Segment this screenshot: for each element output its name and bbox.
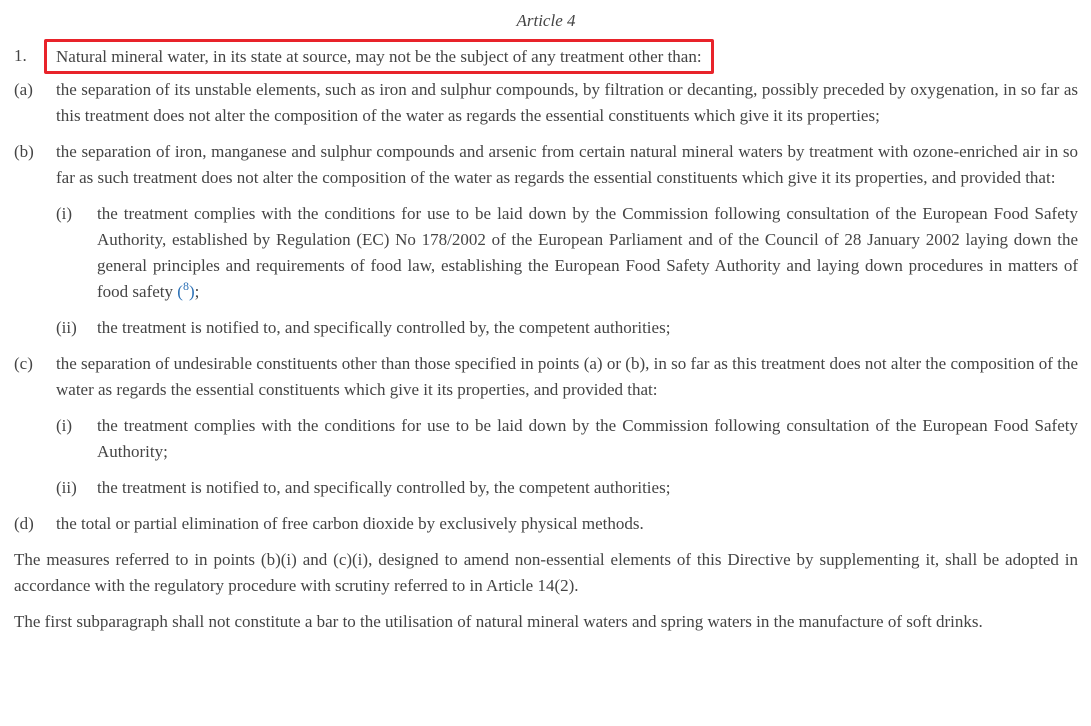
- paragraph-1: [14, 41, 1078, 71]
- list-item-b-i: [56, 201, 1078, 305]
- list-item-b: [14, 139, 1078, 191]
- list-item-a: [14, 77, 1078, 129]
- footnote-link[interactable]: ($^8$): [177, 279, 195, 301]
- document-body: [14, 8, 1078, 645]
- paragraph-number: 1.: [14, 46, 27, 65]
- item-label: (c): [14, 354, 33, 373]
- subitem-label: (ii): [56, 478, 77, 497]
- item-label: (a): [14, 80, 33, 99]
- list-item-c: [14, 351, 1078, 403]
- item-text: the separation of undesirable constituents other than those specified in points (a) or (b), in so far as this treatment does not alter the composition of the water as regards the essential constituents which give it its properties, and provided that:: [56, 354, 1078, 399]
- list-item-b-ii: [56, 315, 1078, 341]
- list-item-c-ii: [56, 475, 1078, 501]
- item-label: (d): [14, 514, 34, 533]
- closing-paragraph-1: The measures referred to in points (b)(i) and (c)(i), designed to amend non-essential elements of this Directive by supplementing it, shall be adopted in accordance with the regulatory procedure with scrutiny referred to in Article 14(2).: [14, 550, 1078, 595]
- item-text: the separation of its unstable elements, such as iron and sulphur compounds, by filtration or decanting, possibly preceded by oxygenation, in so far as this treatment does not alter the composition of the water as regards the essential constituents which give it its properties;: [56, 80, 1078, 125]
- subitem-text: the treatment is notified to, and specifically controlled by, the competent authorities;: [97, 318, 671, 337]
- item-text: the total or partial elimination of free carbon dioxide by exclusively physical methods.: [56, 514, 644, 533]
- item-label: (b): [14, 142, 34, 161]
- subitem-text: the treatment complies with the conditions for use to be laid down by the Commission following consultation of the European Food Safety Authority;: [97, 416, 1078, 461]
- list-item-c-i: [56, 413, 1078, 465]
- subitem-text: the treatment is notified to, and specifically controlled by, the competent authorities;: [97, 478, 671, 497]
- article-title: Article 4: [516, 11, 576, 30]
- subitem-text: the treatment complies with the conditions for use to be laid down by the Commission following consultation of the European Food Safety Authority, established by Regulation (EC) No 178/2002 of the European Parliament and of the Council of 28 January 2002 laying down the general principles and requirements of food law, establishing the European Food Safety Authority and laying down procedures in matters of food safety ($^8$);: [97, 204, 1078, 301]
- highlighted-sentence: Natural mineral water, in its state at source, may not be the subject of any treatment other than:: [44, 39, 714, 74]
- subitem-label: (i): [56, 204, 73, 223]
- closing-paragraph-2: The first subparagraph shall not constitute a bar to the utilisation of natural mineral waters and spring waters in the manufacture of soft drinks.: [14, 612, 983, 631]
- subitem-label: (ii): [56, 318, 77, 337]
- list-item-d: [14, 511, 1078, 537]
- subitem-label: (i): [56, 416, 73, 435]
- item-text: the separation of iron, manganese and sulphur compounds and arsenic from certain natural mineral waters by treatment with ozone-enriched air in so far as such treatment does not alter the composition of the water as regards the essential constituents which give it its properties, and provided that:: [56, 142, 1078, 187]
- subitem-body: the treatment complies with the conditions for use to be laid down by the Commission following consultation of the European Food Safety Authority, established by Regulation (EC) No 178/2002 of the European Parliament and of the Council of 28 January 2002 laying down the general principles and requirements of food law, establishing the European Food Safety Authority and laying down procedures in matters of food safety: [97, 204, 1078, 301]
